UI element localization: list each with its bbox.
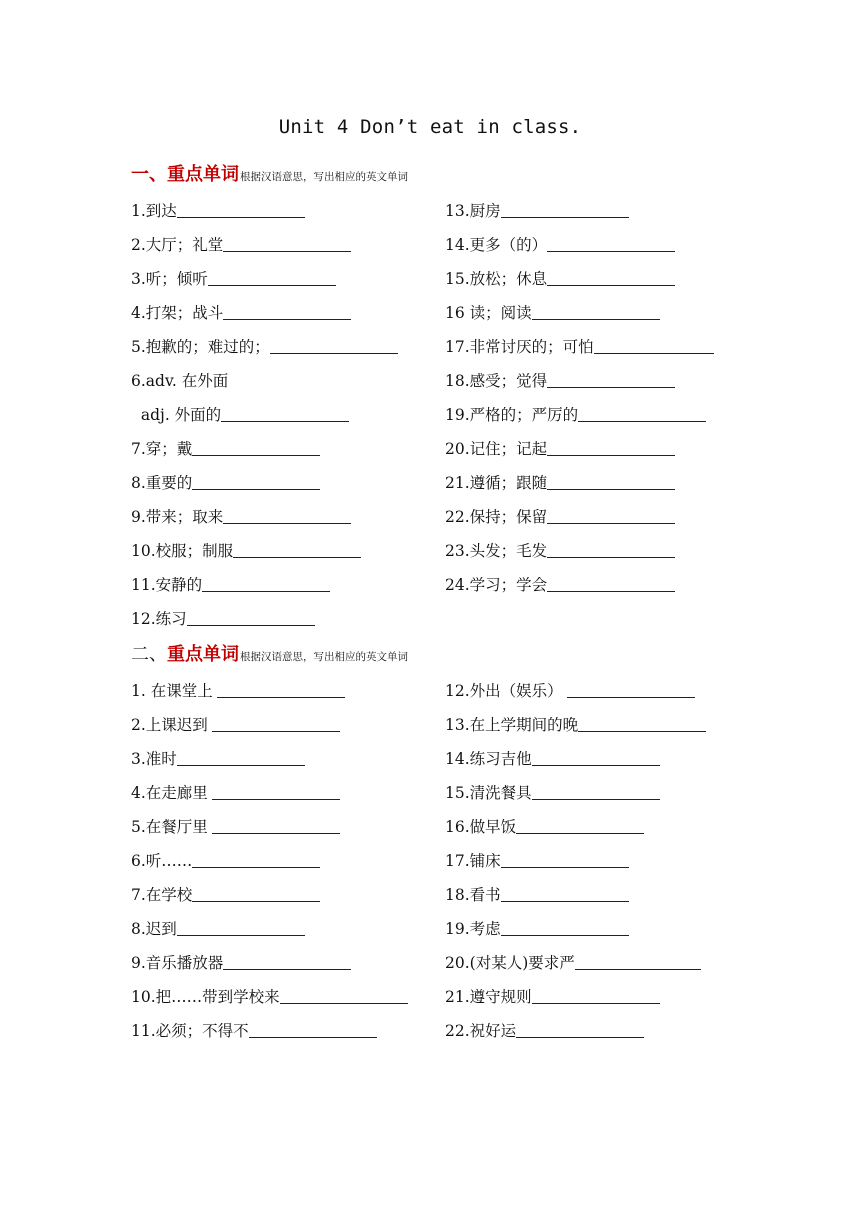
list-item: 6.听…… <box>131 850 320 872</box>
list-item: 22.祝好运 <box>445 1020 644 1042</box>
page-title: Unit 4 Don’t eat in class. <box>278 116 582 138</box>
list-item: 21.遵循；跟随 <box>445 472 675 494</box>
answer-blank[interactable] <box>192 473 320 490</box>
answer-blank[interactable] <box>547 235 675 252</box>
answer-blank[interactable] <box>532 987 660 1004</box>
section2-heading: 重点单词 <box>167 644 239 665</box>
section1-header <box>131 160 408 186</box>
list-item: 9.带来；取来 <box>131 506 351 528</box>
list-item: 19.考虑 <box>445 918 629 940</box>
answer-blank[interactable] <box>223 235 351 252</box>
answer-blank[interactable] <box>547 473 675 490</box>
answer-blank[interactable] <box>501 201 629 218</box>
answer-blank[interactable] <box>177 919 305 936</box>
answer-blank[interactable] <box>192 851 320 868</box>
list-item: 1. 在课堂上 <box>131 680 345 702</box>
list-item: 18.感受；觉得 <box>445 370 675 392</box>
list-item: 13.在上学期间的晚 <box>445 714 706 736</box>
answer-blank[interactable] <box>202 575 330 592</box>
answer-blank[interactable] <box>501 919 629 936</box>
list-item: 4.打架；战斗 <box>131 302 351 324</box>
list-item: 14.更多（的） <box>445 234 675 256</box>
answer-blank[interactable] <box>578 715 706 732</box>
answer-blank[interactable] <box>177 201 305 218</box>
answer-blank[interactable] <box>575 953 701 970</box>
answer-blank[interactable] <box>578 405 706 422</box>
section1-heading: 重点单词 <box>167 164 239 185</box>
list-item: 20.(对某人)要求严 <box>445 952 701 974</box>
section1-note: 根据汉语意思，写出相应的英文单词 <box>240 171 408 183</box>
list-item: 22.保持；保留 <box>445 506 675 528</box>
list-item: 5.在餐厅里 <box>131 816 340 838</box>
list-item: 23.头发；毛发 <box>445 540 675 562</box>
answer-blank[interactable] <box>223 303 351 320</box>
answer-blank[interactable] <box>280 987 408 1004</box>
list-item: 17.铺床 <box>445 850 629 872</box>
answer-blank[interactable] <box>212 715 340 732</box>
section2-number: 二、 <box>131 644 167 665</box>
list-item: 21.遵守规则 <box>445 986 660 1008</box>
list-item: 7.穿；戴 <box>131 438 320 460</box>
list-item: 14.练习吉他 <box>445 748 660 770</box>
list-item: 9.音乐播放器 <box>131 952 351 974</box>
answer-blank[interactable] <box>217 681 345 698</box>
answer-blank[interactable] <box>516 817 644 834</box>
list-item: 6.adv. 在外面 <box>131 372 229 390</box>
list-item: 12.外出（娱乐） <box>445 680 695 702</box>
answer-blank[interactable] <box>233 541 361 558</box>
answer-blank[interactable] <box>501 885 629 902</box>
answer-blank[interactable] <box>249 1021 377 1038</box>
answer-blank[interactable] <box>192 885 320 902</box>
answer-blank[interactable] <box>192 439 320 456</box>
answer-blank[interactable] <box>177 749 305 766</box>
list-item: 17.非常讨厌的；可怕 <box>445 336 714 358</box>
list-item: 15.清洗餐具 <box>445 782 660 804</box>
list-item: 8.重要的 <box>131 472 320 494</box>
section2-header <box>131 640 408 666</box>
list-item: 10.把……带到学校来 <box>131 986 408 1008</box>
answer-blank[interactable] <box>501 851 629 868</box>
answer-blank[interactable] <box>187 609 315 626</box>
answer-blank[interactable] <box>547 507 675 524</box>
section2-note: 根据汉语意思，写出相应的英文单词 <box>240 651 408 663</box>
answer-blank[interactable] <box>221 405 349 422</box>
list-item: 3.准时 <box>131 748 305 770</box>
answer-blank[interactable] <box>567 681 695 698</box>
list-item: 1.到达 <box>131 200 305 222</box>
list-item: 12.练习 <box>131 608 315 630</box>
list-item: 15.放松；休息 <box>445 268 675 290</box>
list-item: 8.迟到 <box>131 918 305 940</box>
answer-blank[interactable] <box>223 953 351 970</box>
answer-blank[interactable] <box>547 269 675 286</box>
answer-blank[interactable] <box>547 541 675 558</box>
list-item: 5.抱歉的；难过的； <box>131 336 398 358</box>
answer-blank[interactable] <box>594 337 714 354</box>
list-item: 20.记住；记起 <box>445 438 675 460</box>
section1-number: 一、 <box>131 164 167 185</box>
answer-blank[interactable] <box>270 337 398 354</box>
list-item: adj. 外面的 <box>131 404 349 426</box>
list-item: 2.大厅；礼堂 <box>131 234 351 256</box>
list-item: 16 读；阅读 <box>445 302 660 324</box>
list-item: 11.必须；不得不 <box>131 1020 377 1042</box>
list-item: 10.校服；制服 <box>131 540 361 562</box>
list-item: 11.安静的 <box>131 574 330 596</box>
list-item: 4.在走廊里 <box>131 782 340 804</box>
list-item: 7.在学校 <box>131 884 320 906</box>
answer-blank[interactable] <box>516 1021 644 1038</box>
list-item: 19.严格的；严厉的 <box>445 404 706 426</box>
answer-blank[interactable] <box>212 783 340 800</box>
list-item: 18.看书 <box>445 884 629 906</box>
answer-blank[interactable] <box>547 575 675 592</box>
list-item: 24.学习；学会 <box>445 574 675 596</box>
list-item: 13.厨房 <box>445 200 629 222</box>
answer-blank[interactable] <box>547 371 675 388</box>
list-item: 3.听；倾听 <box>131 268 336 290</box>
answer-blank[interactable] <box>532 303 660 320</box>
answer-blank[interactable] <box>532 749 660 766</box>
answer-blank[interactable] <box>547 439 675 456</box>
answer-blank[interactable] <box>223 507 351 524</box>
list-item: 16.做早饭 <box>445 816 644 838</box>
answer-blank[interactable] <box>208 269 336 286</box>
answer-blank[interactable] <box>532 783 660 800</box>
answer-blank[interactable] <box>212 817 340 834</box>
list-item: 2.上课迟到 <box>131 714 340 736</box>
